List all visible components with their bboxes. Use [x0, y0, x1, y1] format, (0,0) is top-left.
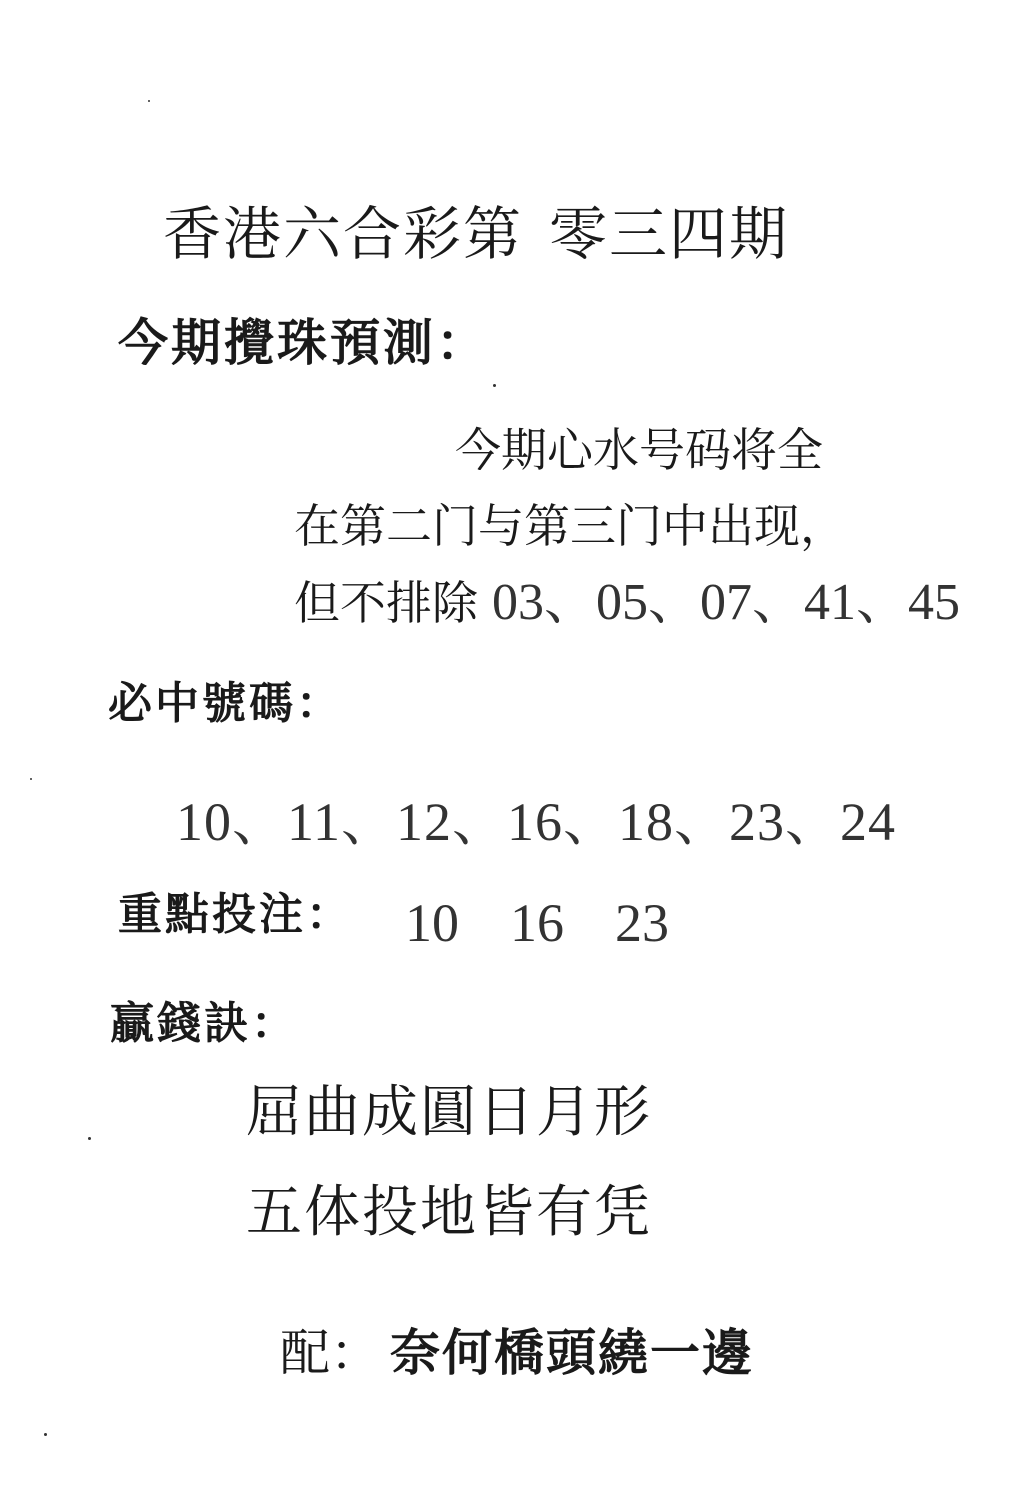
must-hit-heading: 必中號碼：	[108, 678, 343, 729]
pairing-text: 奈何橋頭繞一邊	[390, 1324, 754, 1382]
verse-line-1: 屈曲成圓日月形	[246, 1080, 652, 1145]
pairing-line	[280, 1324, 754, 1382]
excluded-numbers: 03、05、07、41、45	[492, 574, 961, 631]
title-period: 零三四期	[549, 200, 790, 268]
scan-speck	[44, 1433, 47, 1436]
scan-speck	[30, 778, 32, 780]
scan-speck	[148, 100, 150, 102]
scan-speck	[493, 384, 496, 387]
scan-speck	[88, 1137, 91, 1140]
must-hit-numbers: 10、11、12、16、18、23、24	[176, 792, 896, 852]
pairing-label: 配：	[280, 1324, 380, 1382]
page-title	[163, 200, 790, 268]
key-bet-numbers: 10 16 23	[405, 893, 669, 953]
forecast-line-3-prefix: 但不排除	[294, 576, 478, 630]
forecast-line-1: 今期心水号码将全	[455, 423, 823, 477]
forecast-heading: 今期攪珠預測：	[118, 314, 489, 372]
forecast-line-3	[294, 574, 961, 631]
verse-line-2: 五体投地皆有凭	[246, 1180, 652, 1245]
winning-tip-heading: 贏錢訣：	[110, 998, 298, 1049]
key-bet-heading: 重點投注：	[118, 889, 353, 940]
title-prefix: 香港六合彩第	[163, 200, 524, 268]
forecast-line-2: 在第二门与第三门中出现，	[294, 499, 846, 553]
